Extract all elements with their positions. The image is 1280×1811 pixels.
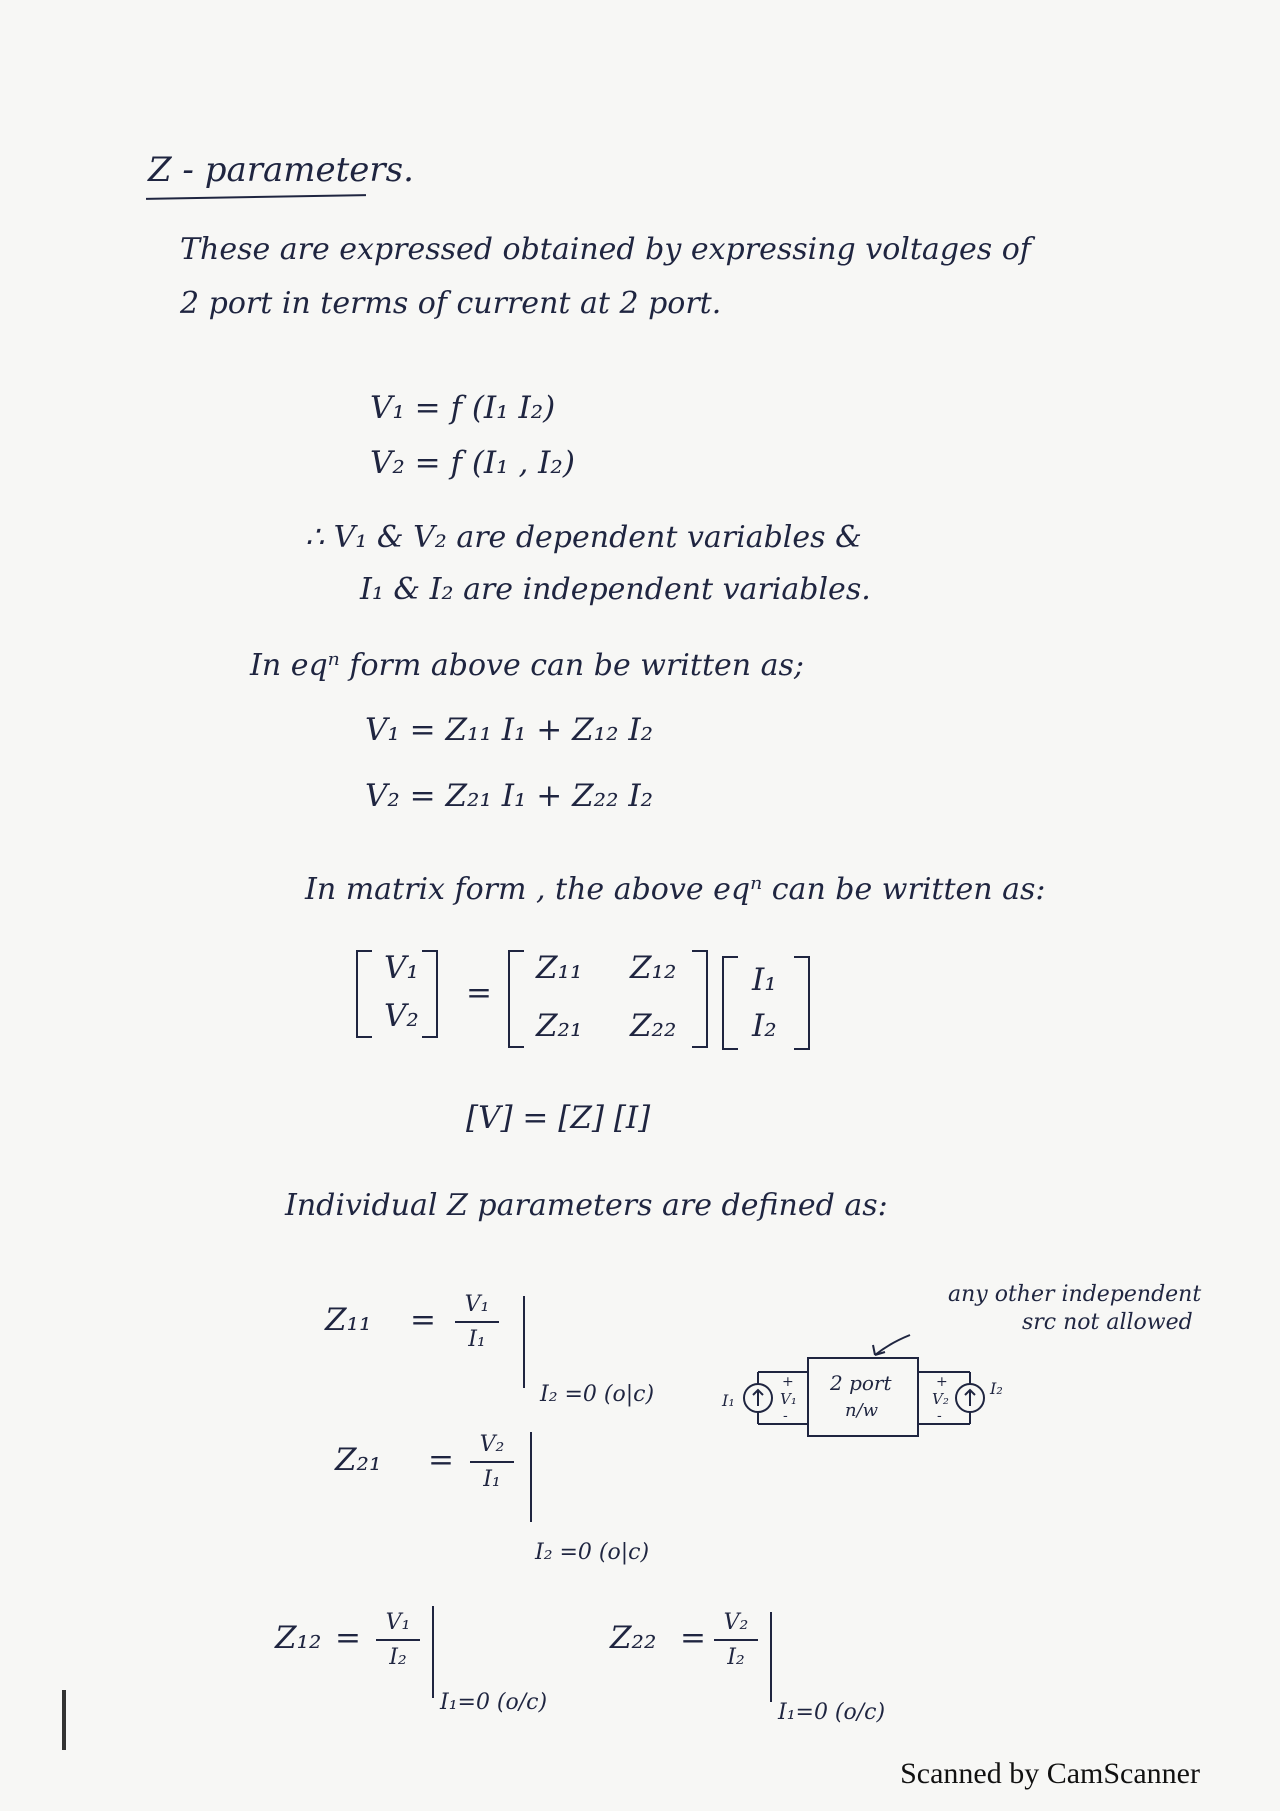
page-title: Z - parameters. (148, 150, 414, 190)
matrix-z12: Z₁₂ (630, 950, 677, 986)
z21-numerator: V₂ (479, 1432, 505, 1457)
z21-lhs: Z₂₁ (335, 1442, 382, 1478)
z-bracket-left (508, 950, 524, 1048)
box-label-line-1: 2 port (830, 1371, 892, 1395)
z21-eval-bar (530, 1432, 532, 1522)
intro-line-1: These are expressed obtained by expressing voltages of (180, 232, 1031, 267)
z11-numerator: V₁ (464, 1292, 490, 1317)
z11-denominator: I₁ (468, 1327, 486, 1352)
z22-fraction-rule (714, 1639, 758, 1641)
i-bracket-left (722, 956, 738, 1050)
z12-numerator: V₁ (385, 1610, 411, 1635)
z22-eval-bar (770, 1612, 772, 1702)
right-minus-sign: - (937, 1408, 942, 1424)
right-voltage-label: V₂ (932, 1390, 949, 1408)
i-bracket-right (794, 956, 810, 1050)
dependency-line-1: ∴ V₁ & V₂ are dependent variables & (305, 520, 862, 555)
box-label-line-2: n/w (845, 1400, 879, 1421)
equation-v1: V₁ = Z₁₁ I₁ + Z₁₂ I₂ (365, 712, 654, 748)
z11-lhs: Z₁₁ (325, 1302, 372, 1338)
v-bracket-right (422, 950, 438, 1038)
left-plus-sign: + (782, 1374, 794, 1390)
z22-denominator: I₂ (727, 1645, 745, 1670)
left-voltage-label: V₁ (780, 1390, 797, 1408)
z22-lhs: Z₂₂ (610, 1620, 657, 1656)
scanner-watermark: Scanned by CamScanner (900, 1757, 1200, 1790)
z21-fraction (470, 1432, 514, 1492)
z12-lhs: Z₁₂ (275, 1620, 322, 1656)
z11-condition: I₂ =0 (o|c) (540, 1382, 655, 1407)
two-port-circuit-diagram (700, 1320, 1060, 1470)
circuit-note-line-2: src not allowed (1022, 1310, 1193, 1335)
two-port-box (808, 1358, 918, 1436)
z21-equals: = (428, 1442, 454, 1478)
z22-equals: = (680, 1620, 706, 1656)
left-minus-sign: - (783, 1408, 788, 1424)
right-plus-sign: + (936, 1374, 948, 1390)
z11-equals: = (410, 1302, 436, 1338)
matrix-compact: [V] = [Z] [I] (466, 1100, 651, 1136)
matrix-v1: V₁ (384, 950, 419, 986)
matrix-equals: = (466, 975, 492, 1011)
left-source-label: I₁ (722, 1391, 735, 1410)
individual-intro: Individual Z parameters are defined as: (285, 1188, 888, 1223)
title-underline (146, 194, 366, 200)
z22-numerator: V₂ (723, 1610, 749, 1635)
function-v1: V₁ = f (I₁ I₂) (370, 390, 556, 426)
z12-fraction-rule (376, 1639, 420, 1641)
z12-equals: = (335, 1620, 361, 1656)
z11-fraction-rule (455, 1321, 499, 1323)
note-arrow (875, 1335, 910, 1355)
matrix-i2: I₂ (752, 1008, 777, 1044)
equation-v2: V₂ = Z₂₁ I₁ + Z₂₂ I₂ (365, 778, 654, 814)
z21-condition: I₂ =0 (o|c) (535, 1540, 650, 1565)
z21-denominator: I₁ (483, 1467, 501, 1492)
z22-fraction (714, 1610, 758, 1670)
circuit-note-line-1: any other independent (948, 1282, 1202, 1307)
z12-fraction (376, 1610, 420, 1670)
scan-edge-mark (62, 1690, 66, 1750)
dependency-line-2: I₁ & I₂ are independent variables. (360, 572, 871, 607)
matrix-z22: Z₂₂ (630, 1008, 677, 1044)
right-source-label: I₂ (990, 1379, 1003, 1398)
matrix-form-intro: In matrix form , the above eqⁿ can be written as: (305, 872, 1046, 907)
z12-denominator: I₂ (389, 1645, 407, 1670)
v-bracket-left (356, 950, 372, 1038)
matrix-z21: Z₂₁ (536, 1008, 583, 1044)
matrix-v2: V₂ (384, 998, 419, 1034)
intro-line-2: 2 port in terms of current at 2 port. (180, 286, 722, 321)
left-source-arrow (753, 1390, 763, 1406)
z11-fraction (455, 1292, 499, 1352)
z21-fraction-rule (470, 1461, 514, 1463)
eqn-form-intro: In eqⁿ form above can be written as; (250, 648, 805, 683)
function-v2: V₂ = f (I₁ , I₂) (370, 445, 575, 481)
matrix-z11: Z₁₁ (536, 950, 583, 986)
matrix-i1: I₁ (752, 962, 777, 998)
z11-eval-bar (523, 1296, 525, 1388)
z12-eval-bar (432, 1606, 434, 1698)
right-source-arrow (965, 1390, 975, 1406)
z12-condition: I₁=0 (o/c) (440, 1690, 548, 1715)
z-bracket-right (692, 950, 708, 1048)
z22-condition: I₁=0 (o/c) (778, 1700, 886, 1725)
